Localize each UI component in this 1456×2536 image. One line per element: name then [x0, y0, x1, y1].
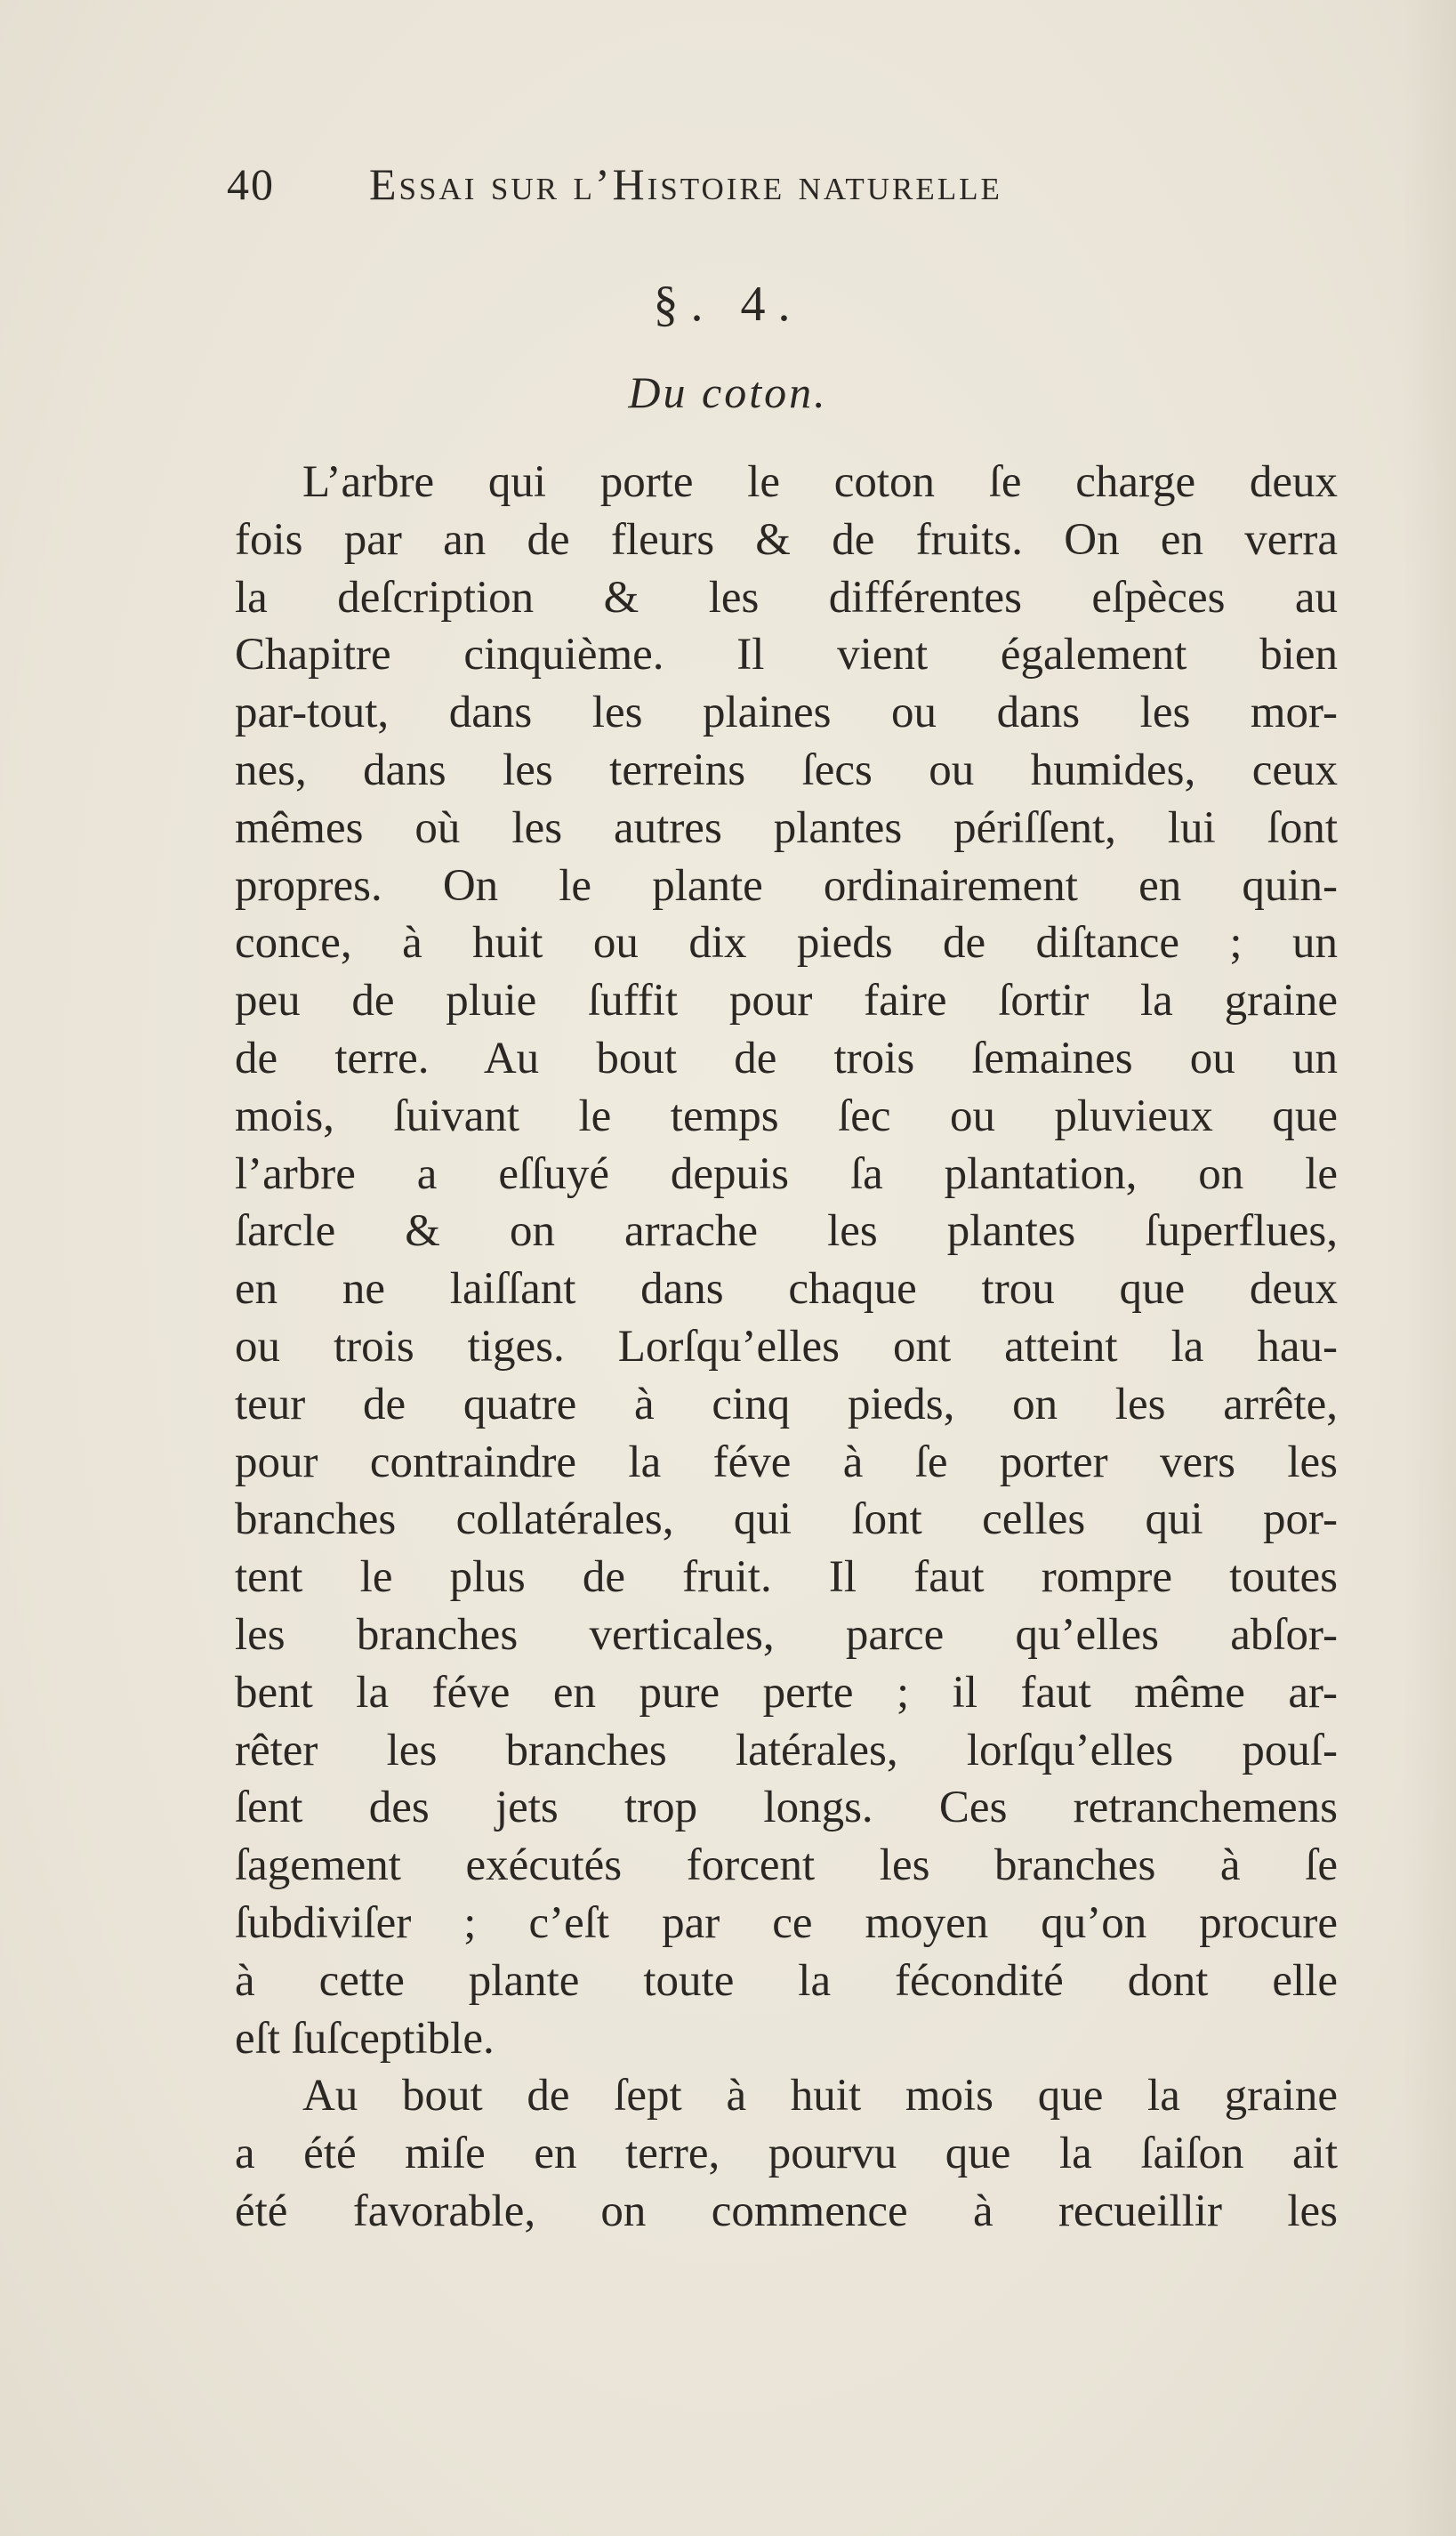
text-line: mêmes où les autres plantes périſſent, lui ſont — [235, 802, 1338, 853]
text-line: nes, dans les terreins ſecs ou humides, ceux — [235, 745, 1338, 795]
text-line: propres. On le plante ordinairement en quin- — [235, 860, 1338, 911]
page-edge-shadow — [1403, 0, 1456, 2536]
text-line: teur de quatre à cinq pieds, on les arrête, — [235, 1379, 1338, 1429]
text-line: ſarcle & on arrache les plantes ſuperflues, — [235, 1206, 1338, 1257]
text-line: bent la féve en pure perte ; il faut même ar- — [235, 1667, 1338, 1718]
text-line: a été miſe en terre, pourvu que la ſaiſon ait — [235, 2129, 1338, 2179]
section-number: §. 4. — [653, 277, 803, 332]
text-line: L’arbre qui porte le coton ſe charge deux — [302, 457, 1338, 507]
text-line: pour contraindre la féve à ſe porter vers les — [235, 1437, 1338, 1487]
text-line: de terre. Au bout de trois ſemaines ou un — [235, 1033, 1338, 1083]
text-line: eſt ſuſceptible. — [235, 2013, 495, 2064]
text-line: fois par an de fleurs & de fruits. On en verra — [235, 514, 1338, 565]
text-line: à cette plante toute la fécondité dont elle — [235, 1955, 1338, 2006]
text-line: tent le plus de fruit. Il faut rompre toutes — [235, 1552, 1338, 1603]
text-line: été favorable, on commence à recueillir les — [235, 2186, 1338, 2236]
running-head — [227, 158, 1232, 221]
text-line: ſent des jets trop longs. Ces retranchemens — [235, 1783, 1338, 1833]
text-line: la deſcription & les différentes eſpèces au — [235, 572, 1338, 623]
text-line: ſubdiviſer ; c’eſt par ce moyen qu’on procure — [235, 1897, 1338, 1948]
text-line: ſagement exécutés forcent les branches à ſe — [235, 1840, 1338, 1891]
page-number: 40 — [227, 159, 275, 209]
text-line: en ne laiſſant dans chaque trou que deux — [235, 1264, 1338, 1315]
text-line: les branches verticales, parce qu’elles abſor- — [235, 1609, 1338, 1660]
text-line: l’arbre a eſſuyé depuis ſa plantation, on le — [235, 1148, 1338, 1199]
text-line: conce, à huit ou dix pieds de diſtance ; un — [235, 918, 1338, 969]
text-line: Au bout de ſept à huit mois que la graine — [302, 2071, 1338, 2121]
text-line: Chapitre cinquième. Il vient également bien — [235, 630, 1338, 680]
text-line: branches collatérales, qui ſont celles qui por- — [235, 1494, 1338, 1545]
text-line: peu de pluie ſuffit pour faire ſortir la graine — [235, 976, 1338, 1026]
text-line: par-tout, dans les plaines ou dans les mor- — [235, 688, 1338, 738]
running-title: Essai sur l’Histoire naturelle — [369, 159, 1002, 209]
section-title: Du coton. — [628, 367, 828, 417]
text-line: rêter les branches latérales, lorſqu’elles pouſ- — [235, 1725, 1338, 1775]
text-line: mois, ſuivant le temps ſec ou pluvieux que — [235, 1091, 1338, 1141]
text-line: ou trois tiges. Lorſqu’elles ont atteint la hau- — [235, 1321, 1338, 1372]
body-text — [235, 454, 1338, 2241]
